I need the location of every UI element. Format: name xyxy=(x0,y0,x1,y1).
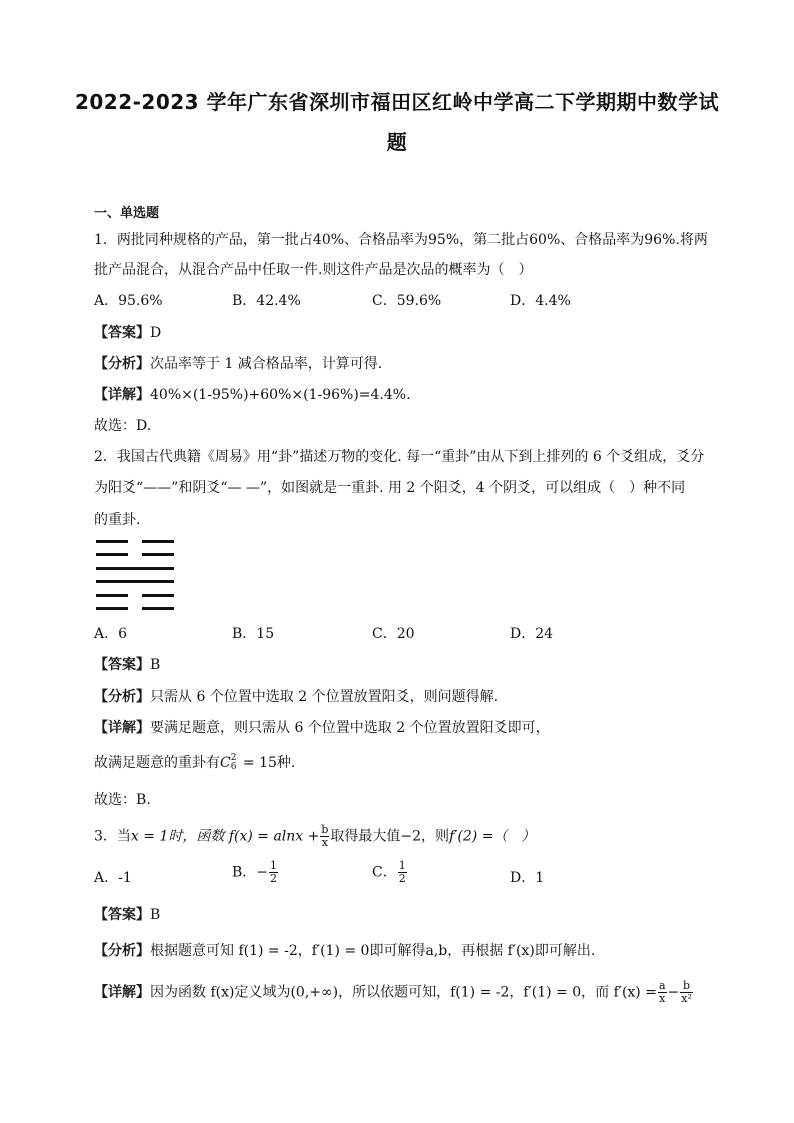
q3-detail-frac-2 xyxy=(680,980,693,1005)
q2-detail xyxy=(94,718,550,738)
q2-option-b: B．15 xyxy=(232,626,275,642)
yin-line-right xyxy=(142,540,174,543)
yang-line xyxy=(96,567,174,570)
frac-num: b xyxy=(680,980,693,993)
frac-num: 1 xyxy=(398,859,406,872)
q3-option-c-pre: C． xyxy=(372,864,397,881)
q3-analysis-text: 根据题意可知 f(1) = -2，f′(1) = 0即可解得a,b，再根据 f′(x)即可解出. xyxy=(150,943,596,959)
q3-option-a: A．-1 xyxy=(94,870,132,886)
yang-line xyxy=(96,580,174,583)
q3-option-d: D．1 xyxy=(510,870,545,886)
detail-tag: 【详解】 xyxy=(94,984,150,1001)
frac-num: 1 xyxy=(270,859,278,872)
q3-answer xyxy=(94,905,160,925)
q2-choose: 故选：B. xyxy=(94,792,151,808)
page-title xyxy=(60,82,734,162)
frac-den: 2 xyxy=(398,872,406,885)
q2-analysis-text: 只需从 6 个位置中选取 2 个位置放置阳爻，则问题得解. xyxy=(150,689,499,705)
hexagram-figure xyxy=(96,540,176,612)
q2-stem-line-1: 2．我国古代典籍《周易》用“卦”描述万物的变化. 每一“重卦”由从下到上排列的 6 个爻组成，爻分 xyxy=(94,449,705,465)
combination-sup: 2 xyxy=(230,753,237,763)
q1-stem-line-2: 批产品混合，从混合产品中任取一件.则这件产品是次品的概率为（ ） xyxy=(94,262,533,278)
q1-analysis-text: 次品率等于 1 减合格品率，计算可得. xyxy=(150,356,383,372)
answer-tag: 【答案】 xyxy=(94,325,150,341)
q1-analysis xyxy=(94,354,382,374)
section-heading: 一、单选题 xyxy=(94,206,160,221)
q3-ask: f′(2) =（ ） xyxy=(449,828,536,845)
q1-option-b: B．42.4% xyxy=(232,293,301,309)
analysis-tag: 【分析】 xyxy=(94,356,150,372)
answer-tag: 【答案】 xyxy=(94,657,150,673)
title-line-2: 题 xyxy=(386,130,408,154)
q3-detail-text: 因为函数 f(x)定义域为(0,+∞)，所以依题可知，f(1) = -2，f′(1) = 0，而 f′(x) = xyxy=(150,984,657,1001)
q3-option-c-frac xyxy=(398,860,407,885)
q3-stem xyxy=(94,824,535,849)
frac-den: 2 xyxy=(270,872,278,885)
q2-detail-text: 要满足题意，则只需从 6 个位置中选取 2 个位置放置阳爻即可， xyxy=(150,720,550,736)
yin-line-right xyxy=(142,607,174,610)
title-line-1: 2022-2023 学年广东省深圳市福田区红岭中学高二下学期期中数学试 xyxy=(74,90,720,114)
combination-sub: 6 xyxy=(230,762,237,772)
yin-line-left xyxy=(96,540,128,543)
q3-stem-pre: 3．当 xyxy=(94,828,131,845)
q3-option-b xyxy=(232,860,279,885)
q1-choose: 故选：D. xyxy=(94,418,152,434)
q2-stem-line-3: 的重卦. xyxy=(94,512,141,528)
answer-tag: 【答案】 xyxy=(94,907,150,923)
yin-line-left xyxy=(96,553,128,556)
q3-detail xyxy=(94,980,694,1005)
q2-conclusion-pre: 故满足题意的重卦有 xyxy=(94,755,220,771)
q2-option-d: D．24 xyxy=(510,626,554,642)
yin-line-right xyxy=(142,594,174,597)
q2-answer-value: B xyxy=(150,657,161,673)
q2-option-c: C．20 xyxy=(372,626,415,642)
detail-tag: 【详解】 xyxy=(94,387,150,403)
q3-fraction-den: x xyxy=(321,836,328,849)
frac-num: a xyxy=(658,979,666,992)
q3-fraction-num: b xyxy=(321,823,329,836)
combination-symbol: C xyxy=(220,755,231,771)
q3-analysis xyxy=(94,941,595,961)
q3-answer-value: B xyxy=(150,907,161,923)
q1-stem-line-1: 1．两批同种规格的产品，第一批占40%、合格品率为95%，第二批占60%、合格品率为96%.将两 xyxy=(94,232,708,248)
frac-den: x² xyxy=(681,992,692,1005)
q1-option-c: C．59.6% xyxy=(372,293,442,309)
q1-option-d: D．4.4% xyxy=(510,293,571,309)
q2-analysis xyxy=(94,687,498,707)
q2-conclusion-post: = 15种. xyxy=(238,755,296,771)
q1-answer-value: D xyxy=(150,325,162,341)
yin-line-left xyxy=(96,607,128,610)
q3-function: f(x) = alnx + xyxy=(228,828,320,845)
yin-line-right xyxy=(142,553,174,556)
detail-tag: 【详解】 xyxy=(94,720,150,736)
q2-option-a: A．6 xyxy=(94,626,128,642)
yin-line-left xyxy=(96,594,128,597)
q3-option-c xyxy=(372,860,408,885)
q1-option-a: A．95.6% xyxy=(94,293,163,309)
analysis-tag: 【分析】 xyxy=(94,943,150,959)
analysis-tag: 【分析】 xyxy=(94,689,150,705)
q3-option-b-frac xyxy=(269,860,278,885)
q3-detail-frac-1 xyxy=(658,980,667,1005)
q3-detail-minus: − xyxy=(667,984,680,1001)
q2-answer xyxy=(94,655,160,675)
q2-conclusion xyxy=(94,753,295,773)
q3-stem-post: 取得最大值−2，则 xyxy=(330,828,450,845)
q2-stem-line-2: 为阳爻“——”和阴爻“— —”，如图就是一重卦. 用 2 个阳爻，4 个阴爻，可以组成（ ）种不同 xyxy=(94,480,686,496)
q3-condition: x = 1时，函数 xyxy=(130,828,225,845)
q1-detail-text: 40%×(1-95%)+60%×(1-96%)=4.4%. xyxy=(150,387,411,403)
q3-option-b-pre: B．− xyxy=(232,864,269,881)
q1-detail xyxy=(94,385,411,405)
frac-den: x xyxy=(659,992,666,1005)
q3-fraction xyxy=(320,824,329,849)
q1-answer xyxy=(94,323,161,343)
